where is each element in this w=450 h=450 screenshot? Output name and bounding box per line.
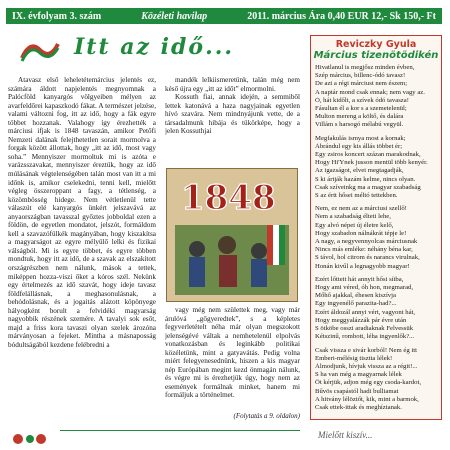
paragraph: Atavasz első leheletétemárcius jelentés ez, számára áldott napjelentés megnyomnak a Palócföld kanyargós völgyeiben mélyen az avarfeldőrei kapaszkodó fákat. A természet jelzése, valami változni fog, itt az idő, hogy a fák egyre többet hozzanak. Valahogy így érezhették a márciusi ifjak is 1848 tavaszán, amikor Petőfi Nemzeti dalának felejthetetlen sorait mormolva a forgak között állottak, hogy „itt az idő, most vagy soha.” Mennyiszer mormoltuk mi is azóta e varázsszavakat, mennyiszer éreztük, hogy az idő múlásának végtelenségében talán most van itt a mi időnk is, amikor cselekedni, tenni kell, mielőtt végleg összeroppant a fagy, a tétlenség, a közömbösség hidege. Nem vétletlenül tette válaszút elé kanyargós ünkért jelszavává az anyaországban tavasszal győztes jobboldal ezen a földön, de egyetlen mondatot, jelszót, formáldom kell a szavazófülkék magányában, hogy kiszakítsa a magyarságot az egyre mélyülő lelki és fizikai válságból. Mi is egyre többet, és egyre többen mondtuk, hogy itt az idő, de a szavak az elszakított országrészben nem nálunk, mások a tettek, miképpen hozza-viszi őket a kóros szél. Nekünk egy értelmezés az idő szavát, hogy ideje tavasz földfelállásnak, a meghasonulásnak, a behódolásnak, és a jogaitás alázott köpönyege hályogként borult a felvidéki magyarság nagyobbik részének szemére. A tavalyi sok esőt, majd a friss kora tavaszi olyan szelek ározóna márványosan a fejeket. Mintha a másnaposság bódultságából kezdene felébredni a bbox=[8, 76, 156, 349]
poem-line: Nincs más emléke: néhány béna kar, bbox=[315, 246, 413, 254]
poster-year: 1848 bbox=[181, 178, 276, 218]
poem-line: Álmodjunk, hívjuk vissza az a régit!... bbox=[315, 362, 418, 370]
poem-line: S ötköbe osszi aradiaknak Felvessük bbox=[315, 325, 414, 333]
poem-line: Megfakulás ismya most a kornak; bbox=[315, 134, 406, 142]
poem-line: De azt a régi márciust nem észem; bbox=[315, 80, 408, 88]
poem-line: Nem, ez nem az a márciusi szellő! bbox=[315, 205, 407, 213]
poem-line: Hogy szabadon nálnákrát tépje le! bbox=[315, 229, 407, 237]
poem-stanza bbox=[311, 135, 441, 201]
poem-line: Csak vissza e sivár korból! Nem ég itt bbox=[315, 346, 417, 354]
issue-number: IX. évfolyam 3. szám bbox=[12, 10, 102, 22]
article-title-row bbox=[20, 34, 300, 66]
poem-line: Szép március, billenc-ódó tavasz! bbox=[315, 72, 406, 80]
poem-line: Mőhő ajakkal, éhesen kiszívja bbox=[315, 292, 396, 300]
poem-title: Március tizenötödikén bbox=[313, 50, 439, 61]
publication-type: Közéleti havilap bbox=[141, 10, 208, 22]
article-column-2-bottom bbox=[165, 306, 300, 418]
article-column-2-top bbox=[165, 76, 300, 164]
poem-line: Egy ingyenélő parazita-had?... bbox=[315, 300, 397, 308]
poem-stanza bbox=[311, 347, 441, 413]
poem-line: S az értt hősei méltó tettekben. bbox=[315, 192, 398, 200]
poem-line: Emberi-mélésig tisztta lélek! bbox=[315, 354, 393, 362]
poem-line: Villám s harsogó mélabú vegyül. bbox=[315, 121, 404, 129]
poem-line: Bűvös csapástól hadi bulliamat bbox=[315, 387, 399, 395]
article-column-1 bbox=[8, 76, 156, 420]
next-article-teaser: Mielőtt kiszív... bbox=[318, 430, 373, 440]
poem-line: Nem a szabadság élteti lehe, bbox=[315, 213, 391, 221]
poem-line: Hivatlanul is megjősz minden évben, bbox=[315, 64, 415, 71]
poem-box bbox=[310, 35, 442, 420]
flower-ornament-icon bbox=[10, 430, 50, 448]
poem-line: Fásultan él a kor s a szemetelenül; bbox=[315, 105, 407, 113]
continued-note: (Folytatás a 9. oldalon) bbox=[233, 412, 300, 420]
bottom-divider bbox=[60, 430, 300, 431]
poem-line: Csak ettek-ittak és meghíztanak. bbox=[315, 403, 402, 411]
poem-stanza bbox=[311, 205, 441, 271]
poem-line: Hogy ami véred, óh hon, megmarad, bbox=[315, 284, 414, 292]
poem-line: Egy zsiros koncert százan marakodnak, bbox=[315, 151, 421, 159]
article-title: Itt az idő... bbox=[74, 34, 235, 60]
poem-stanza bbox=[311, 276, 441, 342]
poem-line: S ha van még a magyarnak lélek bbox=[315, 371, 402, 379]
poem-line: A hitvány lélöztőt, kik, mint a barmok, bbox=[315, 395, 419, 403]
poster-illustration bbox=[167, 169, 297, 301]
poem-line: Hogy meggyalázzák pár évre után bbox=[315, 316, 407, 324]
poem-line: Ezért áldozál annyi vért, vagyont hát, bbox=[315, 308, 416, 316]
poem-line: Ezért lőtteit hát annyit hősi sítba, bbox=[315, 275, 404, 283]
poem-line: S távol, hol citrom és narancs virulnak, bbox=[315, 254, 420, 262]
poem-line: S ki ártják hazám kelme, nincs olyan. bbox=[315, 175, 416, 183]
bottom-strip bbox=[0, 424, 450, 450]
poem-line: Honán kivűl a legnagyobb magyar! bbox=[315, 262, 410, 270]
poem-line: Ábrándul egy kis állás többet ér; bbox=[315, 142, 403, 150]
masthead-bar bbox=[6, 8, 442, 24]
poem-line: Multon mereng a költő, és dalára bbox=[315, 113, 404, 121]
poem-stanza bbox=[311, 64, 441, 130]
1848-poster-image bbox=[166, 168, 298, 302]
poem-author: Reviczky Gyula bbox=[335, 39, 417, 50]
poem-line: Egy alvó népet új életre kelő, bbox=[315, 221, 394, 229]
poem-line: Öt kérjük, adjon még egy csoda-kardot, bbox=[315, 379, 422, 387]
poem-line: Kétszinű, rombott, léha ingyenlők?... bbox=[315, 333, 415, 341]
paragraph: mandék lelkiismeretünk, talán még nem késő újra egy „itt az időt” elmormolni. bbox=[165, 76, 300, 93]
date-and-price: 2011. március Ára 0,40 EUR 12,- Sk 150,- Ft bbox=[247, 10, 436, 22]
paragraph: vagy még nem születtek meg, vagy már árulóvá „gőgyeredtek”, s a képletes fegyverletételt néha már olyan megszokott jelenségévé váltak a nemhetelenül elpolvás vonatkozásban és leginkább politikai közéletünk, mint a gatyavátás. Pedig volna miért felegyenesednünk, hiszen a kis magyar nép Európában megint kezd önmagán nálunk, és végre mi is érezhetjük úgy, hogy nem az események formálnak minket, hanem mi formáljuk a történelmet. bbox=[165, 306, 300, 400]
poem-line: Ó, hát kidőlt, a szívek ódó tavasza! bbox=[315, 96, 409, 104]
poem-line: A nagy, a negyvennyolcas márciusnak bbox=[315, 238, 418, 246]
tricolor-ribbon-icon bbox=[20, 38, 60, 62]
paragraph: Kossuth fiai, annak idején, a semmiből lettek katonává a haza nagyjainak egyetlen hívó szavára. Nem mindnyájunk vette, de a társadalmunk hibája és tükörképe, hogy a jelen Kossuthjai bbox=[165, 93, 300, 136]
poem-line: A naptár mond csak ennak; nem vagy az. bbox=[315, 88, 425, 96]
poem-line: Az igazságot, elvet megtagadják, bbox=[315, 167, 404, 175]
poem-line: Csak szíveinkg ma a magyar szabadság bbox=[315, 183, 421, 191]
poem-line: Hogy Hi'Ynek jusson mentül több kenyér. bbox=[315, 159, 428, 167]
